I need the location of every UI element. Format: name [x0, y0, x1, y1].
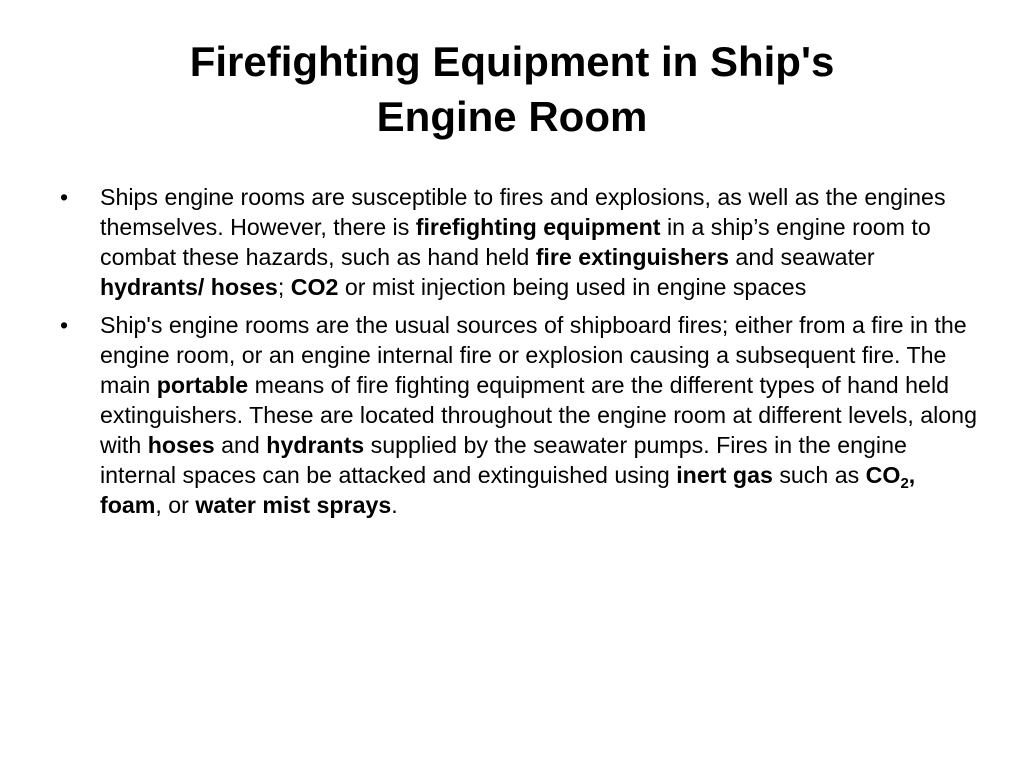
bullet1-bold-hydrants-hoses: hydrants/ hoses — [100, 274, 278, 300]
slide-title-line-1: Firefighting Equipment in Ship's — [189, 38, 835, 85]
bullet-marker: • — [60, 184, 69, 210]
bullet2-bold-co2: CO — [865, 462, 901, 488]
bullet2-text-2: means of fire fighting equipment are the different types of hand held extinguishers. These are located throughout the engine room at different levels, along with — [100, 372, 977, 458]
bullet2-text-6: , or — [155, 492, 196, 518]
bullet2-text-1: Ship's engine rooms are the usual sources of shipboard fires; either from a fire in the engine room, or an engine internal fire or explosion causing a subsequent fire. The main — [100, 312, 967, 398]
bullet-list — [58, 182, 978, 528]
bullet-marker: • — [60, 312, 69, 338]
bullet1-text-3: and seawater — [728, 244, 875, 270]
slide-title — [60, 34, 964, 144]
bullet-item-2 — [58, 310, 978, 520]
bullet2-bold-inert-gas: inert gas — [676, 462, 773, 488]
bullet2-bold-foam: , foam — [100, 462, 916, 518]
bullet2-co2-subscript: 2 — [900, 475, 909, 492]
bullet2-text-7: . — [391, 492, 398, 518]
bullet1-text-2: in a ship’s engine room to combat these hazards, such as hand held — [100, 214, 931, 270]
bullet1-bold-fire-extinguishers: fire extinguishers — [535, 244, 729, 270]
bullet2-text-4: supplied by the seawater pumps. Fires in the engine internal spaces can be attacked and extinguished using — [100, 432, 907, 488]
bullet2-text-5: such as — [772, 462, 866, 488]
bullet2-bold-hoses: hoses — [147, 432, 215, 458]
bullet2-bold-water-mist-sprays: water mist sprays — [195, 492, 392, 518]
bullet2-bold-portable: portable — [156, 372, 249, 398]
bullet1-text-5: or mist injection being used in engine spaces — [338, 274, 807, 300]
bullet1-text-4: ; — [277, 274, 291, 300]
bullet1-bold-co2: CO2 — [290, 274, 339, 300]
bullet1-text-1: Ships engine rooms are susceptible to fires and explosions, as well as the engines themselves. However, there is — [100, 184, 946, 240]
bullet2-bold-hydrants: hydrants — [266, 432, 365, 458]
bullet-item-1 — [58, 182, 978, 302]
bullet1-bold-firefighting-equipment: firefighting equipment — [415, 214, 661, 240]
slide-title-line-2: Engine Room — [376, 93, 648, 140]
bullet2-text-3: and — [214, 432, 267, 458]
